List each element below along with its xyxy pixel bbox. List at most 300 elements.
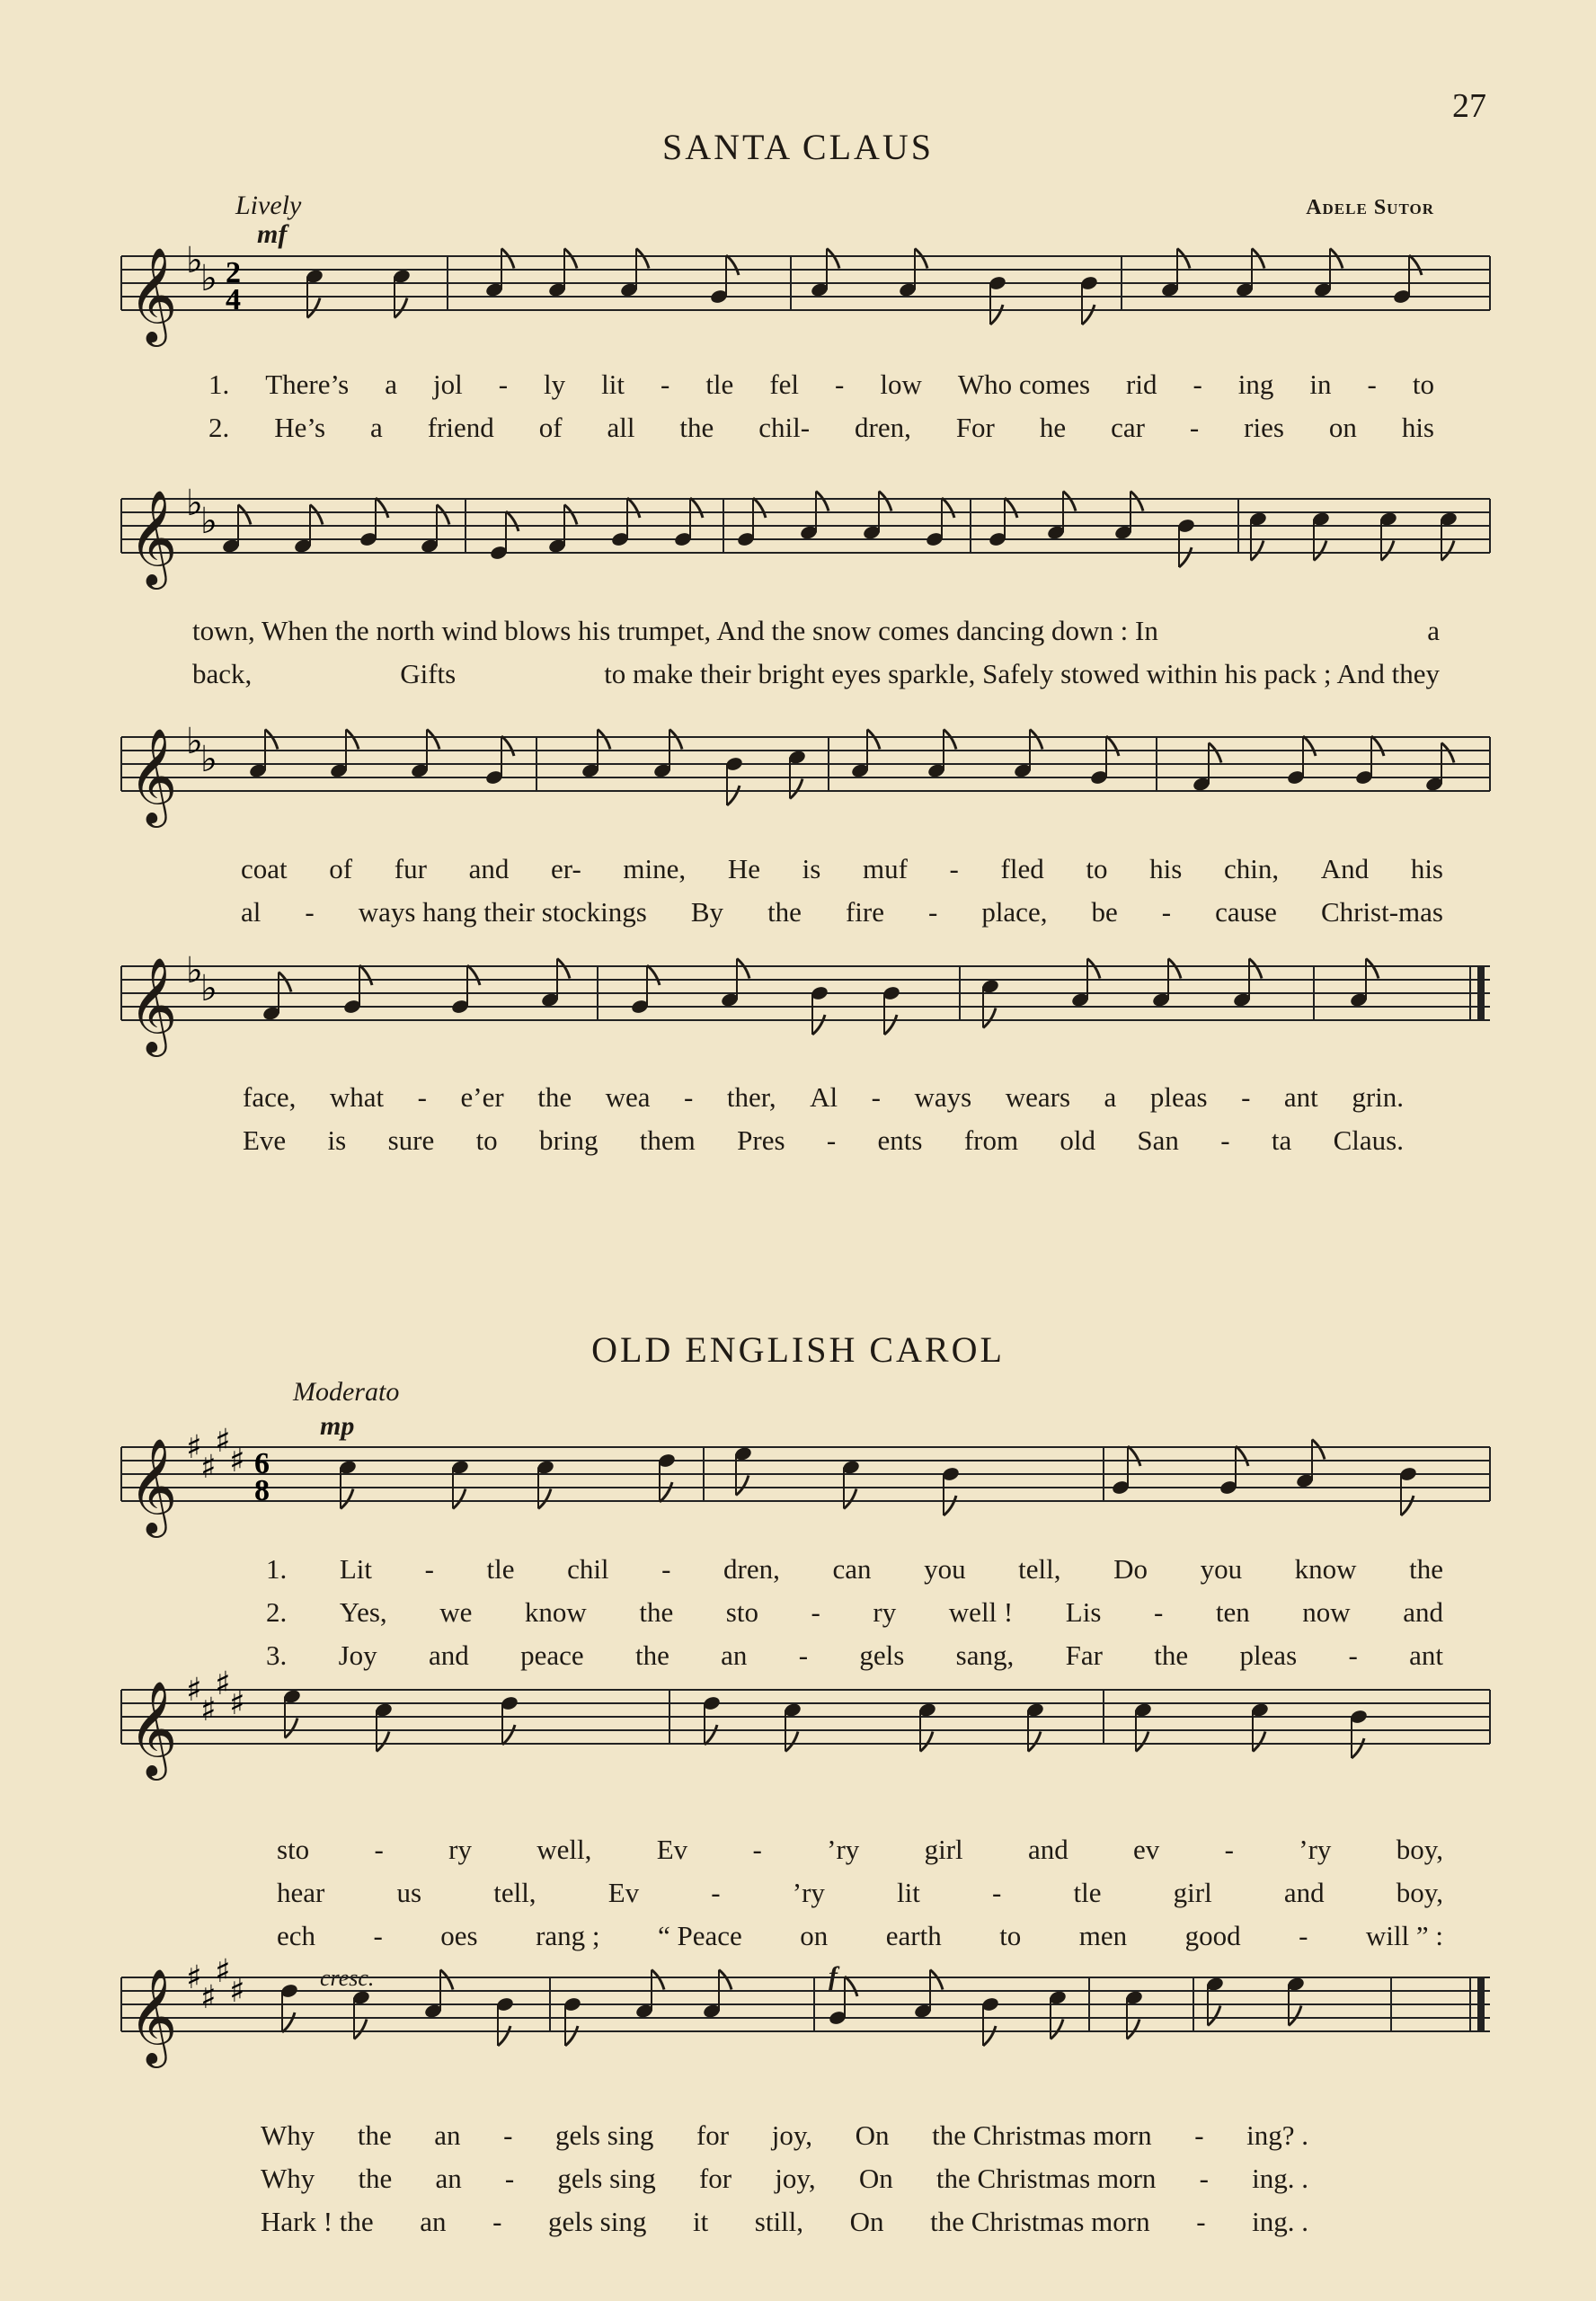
note-flag (753, 498, 766, 518)
note-flag (1253, 1732, 1265, 1752)
lyric-syllable: By (690, 896, 724, 928)
lyric-syllable: a (369, 412, 383, 443)
lyric-syllable: an (420, 2206, 447, 2237)
lyric-syllable: ries (1244, 412, 1284, 443)
note-flag (790, 779, 802, 799)
note-flag (359, 965, 372, 985)
lyric-syllable: Hark ! the (261, 2206, 374, 2237)
note-flag (1251, 541, 1264, 561)
note-flag (1441, 743, 1454, 763)
note-flag (1128, 1446, 1140, 1466)
lyric-syllable: Yes, (339, 1596, 387, 1628)
lyric-syllable: - (1194, 2119, 1204, 2151)
lyric-syllable: 1. (266, 1553, 288, 1585)
lyric-syllable: On (858, 2163, 893, 2194)
lyric-syllable: Eve (243, 1124, 287, 1156)
note-flag (884, 1015, 897, 1035)
note-flag (816, 492, 829, 511)
note-flag (1252, 249, 1264, 269)
lyric-syllable: “ Peace (658, 1920, 742, 1951)
note-flag (1179, 547, 1192, 567)
note-flag (983, 2026, 996, 2046)
lyric-syllable: and (1027, 1834, 1068, 1865)
lyric-syllable: ech (277, 1920, 316, 1951)
lyric-syllable: his (1149, 853, 1183, 884)
note-flag (737, 959, 749, 979)
sharp-icon: ♯ (215, 1953, 231, 1990)
lyric-syllable: for (696, 2119, 730, 2151)
lyric-syllable: al (241, 896, 262, 928)
lyric-syllable: Joy (338, 1639, 377, 1671)
lyric-syllable: San (1137, 1124, 1179, 1156)
note-flag (538, 1489, 551, 1509)
lyric-line (243, 1124, 1404, 1160)
flat-icon: ♭ (186, 721, 203, 762)
lyric-syllable: the (767, 896, 802, 928)
flat-icon: ♭ (186, 483, 203, 524)
lyric-line (266, 1596, 1443, 1632)
lyric-syllable: wea (605, 1081, 651, 1113)
lyric-syllable: the Christmas morn (935, 2163, 1157, 2194)
lyric-syllable: an (721, 1639, 748, 1671)
lyric-syllable: a (385, 369, 397, 400)
lyric-syllable: tle (486, 1553, 515, 1585)
note-flag (282, 2012, 295, 2032)
lyric-syllable: - (811, 1596, 820, 1628)
dynamic-marking: mp (320, 1411, 355, 1441)
note-flag (279, 973, 291, 992)
lyric-line (208, 412, 1434, 448)
note-flag (920, 1732, 933, 1752)
lyric-syllable: on (1328, 412, 1357, 443)
lyric-syllable: of (538, 412, 563, 443)
note-flag (1249, 959, 1262, 979)
note-flag (1289, 2006, 1301, 2026)
note-flag (944, 730, 956, 750)
lyric-syllable: the (639, 1596, 674, 1628)
note-flag (1087, 959, 1100, 979)
note-flag (1005, 498, 1017, 518)
lyric-syllable: Al (810, 1081, 838, 1113)
lyric-line (277, 1920, 1443, 1956)
note-flag (427, 730, 439, 750)
lyric-syllable: - (503, 2119, 513, 2151)
sharp-icon: ♯ (229, 1685, 245, 1722)
note-flag (238, 505, 251, 525)
lyric-syllable: oes (440, 1920, 478, 1951)
lyric-syllable: to (1412, 369, 1434, 400)
lyric-syllable: He’s (274, 412, 326, 443)
lyric-syllable: the (537, 1081, 572, 1113)
lyric-syllable: - (798, 1639, 809, 1671)
lyric-syllable: - (661, 1553, 671, 1585)
note-flag (440, 1970, 453, 1990)
treble-clef-icon: 𝄞 (129, 246, 178, 342)
lyric-syllable: the (634, 1639, 669, 1671)
note-flag (1441, 541, 1454, 561)
note-flag (1106, 736, 1119, 756)
lyric-syllable: cause (1215, 896, 1277, 928)
note-flag (942, 498, 954, 518)
lyric-syllable: - (1199, 2163, 1209, 2194)
lyric-syllable: Who comes (957, 369, 1091, 400)
lyric-syllable: - (417, 1081, 427, 1113)
note-flag (265, 730, 278, 750)
lyric-syllable: - (949, 853, 959, 884)
note-flag (437, 505, 449, 525)
lyric-syllable: fel (769, 369, 800, 400)
lyric-syllable: joy, (775, 2163, 816, 2194)
lyric-syllable: ways (914, 1081, 972, 1113)
lyric-syllable: - (424, 1553, 434, 1585)
lyric-syllable: - (373, 1920, 383, 1951)
note-flag (1177, 249, 1190, 269)
note-flag (827, 249, 839, 269)
note-flag (652, 1970, 664, 1990)
lyric-syllable: - (504, 2163, 515, 2194)
lyric-syllable: he (1039, 412, 1067, 443)
lyric-syllable: - (1299, 1920, 1308, 1951)
note-flag (983, 1008, 996, 1028)
lyric-syllable: Why (261, 2163, 315, 2194)
note-flag (501, 736, 514, 756)
lyric-syllable: the Christmas morn (932, 2119, 1152, 2151)
lyric-syllable: ry (448, 1834, 472, 1865)
lyric-syllable: - (835, 369, 845, 400)
lyric-line (277, 1877, 1443, 1913)
lyric-syllable: muf (862, 853, 908, 884)
lyric-syllable: friend (427, 412, 494, 443)
lyric-syllable: know (1294, 1553, 1357, 1585)
lyric-syllable: and (468, 853, 510, 884)
lyric-syllable: peace (520, 1639, 584, 1671)
lyric-syllable: gels sing (548, 2206, 647, 2237)
flat-icon: ♭ (200, 258, 217, 299)
treble-clef-icon: 𝄞 (129, 956, 178, 1053)
lyric-syllable: boy, (1396, 1834, 1443, 1865)
lyric-syllable: ant (1283, 1081, 1318, 1113)
note-flag (1330, 249, 1343, 269)
lyric-syllable: - (992, 1877, 1002, 1908)
note-flag (944, 1496, 956, 1515)
note-flag (879, 492, 891, 511)
note-flag (812, 1015, 825, 1035)
lyric-syllable: in (1309, 369, 1332, 400)
note-flag (395, 298, 407, 318)
sharp-icon: ♯ (215, 1666, 231, 1702)
lyric-line (266, 1639, 1443, 1675)
lyric-syllable: Pres (737, 1124, 785, 1156)
sharp-icon: ♯ (186, 1672, 202, 1709)
lyric-syllable: rang ; (536, 1920, 600, 1951)
lyric-syllable: 2. (208, 412, 230, 443)
note-flag (376, 498, 388, 518)
lyric-line (261, 2206, 1308, 2242)
lyric-syllable: - (1196, 2206, 1206, 2237)
note-flag (1371, 736, 1384, 756)
lyric-syllable: gels sing (555, 2119, 654, 2151)
lyric-syllable: ther, (726, 1081, 776, 1113)
note-flag (785, 1732, 798, 1752)
note-flag (598, 730, 610, 750)
lyric-syllable: ing (1237, 369, 1274, 400)
lyric-syllable: - (1367, 369, 1377, 400)
note-flag (1051, 2020, 1063, 2039)
lyric-syllable: sure (387, 1124, 435, 1156)
lyric-syllable: is (327, 1124, 347, 1156)
lyric-syllable: chil (567, 1553, 609, 1585)
page-number: 27 (1452, 87, 1486, 125)
tempo-marking: Lively (235, 191, 302, 220)
lyric-syllable: 3. (266, 1639, 288, 1671)
lyric-syllable: the (1409, 1553, 1443, 1585)
lyric-syllable: Ev (607, 1877, 640, 1908)
lyric-syllable: is (802, 853, 821, 884)
lyric-syllable: chin, (1223, 853, 1280, 884)
lyric-syllable: wears (1005, 1081, 1071, 1113)
lyric-line (192, 615, 1440, 651)
note-flag (1312, 1440, 1325, 1460)
flat-icon: ♭ (186, 950, 203, 991)
lyric-syllable: - (826, 1124, 837, 1156)
lyric-syllable: sang, (955, 1639, 1015, 1671)
note-flag (1409, 255, 1422, 275)
lyric-syllable: ing? . (1246, 2119, 1308, 2151)
lyric-syllable: you (924, 1553, 966, 1585)
lyric-syllable: There’s (265, 369, 350, 400)
note-flag (719, 1970, 732, 1990)
note-flag (310, 505, 323, 525)
lyric-syllable: er- (550, 853, 581, 884)
lyric-line (208, 369, 1434, 404)
sharp-icon: ♯ (229, 1443, 245, 1479)
note-flag (564, 505, 577, 525)
lyric-syllable: earth (885, 1920, 942, 1951)
lyric-line (241, 853, 1443, 889)
forte-marking: f (829, 1961, 838, 1991)
lyric-syllable: the (357, 2119, 392, 2151)
note-flag (690, 498, 703, 518)
note-flag (285, 1719, 297, 1738)
lyric-syllable: old (1060, 1124, 1096, 1156)
lyric-syllable: ing. . (1252, 2163, 1308, 2194)
time-signature-bottom: 8 (254, 1474, 270, 1507)
lyric-syllable: gels sing (557, 2163, 656, 2194)
lyric-syllable: tell, (493, 1877, 536, 1908)
lyric-syllable: e’er (460, 1081, 504, 1113)
lyric-syllable: gels (859, 1639, 905, 1671)
lyric-syllable: know (524, 1596, 587, 1628)
note-flag (564, 249, 577, 269)
note-flag (1130, 492, 1143, 511)
lyric-syllable: lit (601, 369, 625, 400)
lyric-syllable: - (1348, 1639, 1358, 1671)
note-flag (346, 730, 359, 750)
lyric-syllable: an (435, 2163, 462, 2194)
sharp-icon: ♯ (229, 1973, 245, 2010)
lyric-syllable: Ev (656, 1834, 688, 1865)
lyric-syllable: grin. (1352, 1081, 1404, 1113)
staff-system (121, 483, 1490, 590)
dynamic-marking: mf (257, 219, 288, 249)
lyric-syllable: sto (277, 1834, 310, 1865)
lyric-syllable: - (492, 2206, 502, 2237)
lyric-syllable: - (927, 896, 938, 928)
lyric-syllable: back, (192, 658, 253, 689)
lyric-syllable: - (305, 896, 315, 928)
lyric-syllable: Why (261, 2119, 315, 2151)
lyric-syllable: sto (725, 1596, 758, 1628)
sharp-icon: ♯ (200, 1979, 217, 2016)
lyric-syllable: - (684, 1081, 694, 1113)
note-flag (636, 249, 649, 269)
flat-icon: ♭ (200, 501, 217, 542)
lyric-syllable: Claus. (1333, 1124, 1404, 1156)
lyric-line (266, 1553, 1443, 1589)
lyric-syllable: - (498, 369, 509, 400)
lyric-syllable: men (1078, 1920, 1128, 1951)
lyric-syllable: face, (243, 1081, 297, 1113)
lyric-syllable: girl (924, 1834, 963, 1865)
lyric-line (243, 1081, 1404, 1117)
lyric-syllable: fur (394, 853, 427, 884)
lyric-syllable: place, (981, 896, 1048, 928)
lyric-syllable: his (1410, 853, 1443, 884)
lyric-syllable: his (1401, 412, 1434, 443)
note-flag (736, 1476, 749, 1496)
lyric-syllable: pleas (1239, 1639, 1298, 1671)
lyric-syllable: ten (1215, 1596, 1250, 1628)
lyric-syllable: boy, (1396, 1877, 1443, 1908)
lyric-syllable: - (1153, 1596, 1164, 1628)
lyric-syllable: us (396, 1877, 422, 1908)
lyric-syllable: ly (544, 369, 566, 400)
lyric-syllable: on (800, 1920, 829, 1951)
lyric-syllable: On (855, 2119, 890, 2151)
lyric-line (241, 896, 1443, 932)
lyric-syllable: lit (897, 1877, 920, 1908)
note-flag (1208, 2006, 1220, 2026)
note-flag (1127, 2020, 1139, 2039)
lyric-syllable: to (1086, 853, 1108, 884)
lyric-syllable: Do (1113, 1553, 1148, 1585)
note-flag (627, 498, 640, 518)
note-flag (1136, 1732, 1148, 1752)
lyric-syllable: what (329, 1081, 385, 1113)
note-flag (1236, 1446, 1248, 1466)
staff-system (121, 1423, 1490, 1538)
note-flag (1303, 736, 1316, 756)
note-flag (453, 1489, 466, 1509)
lyric-syllable: well, (536, 1834, 592, 1865)
lyric-syllable: rid (1126, 369, 1157, 400)
lyric-syllable: On (849, 2206, 884, 2237)
lyric-syllable: ’ry (792, 1877, 825, 1908)
lyric-syllable: the (1154, 1639, 1189, 1671)
lyric-syllable: be (1091, 896, 1118, 928)
note-flag (506, 511, 519, 531)
lyric-syllable: you (1200, 1553, 1243, 1585)
note-flag (1381, 541, 1394, 561)
lyric-syllable: ta (1271, 1124, 1292, 1156)
lyric-syllable: them (639, 1124, 696, 1156)
final-barline (1477, 1977, 1485, 2031)
note-flag (502, 1725, 515, 1745)
staff-system (121, 721, 1490, 828)
lyric-syllable: ing. . (1252, 2206, 1308, 2237)
note-flag (727, 786, 740, 805)
treble-clef-icon: 𝄞 (129, 727, 178, 823)
lyric-syllable: and (1283, 1877, 1325, 1908)
lyric-syllable: - (1161, 896, 1172, 928)
flat-icon: ♭ (200, 739, 217, 780)
lyric-syllable: a (1104, 1081, 1117, 1113)
lyric-syllable: - (1220, 1124, 1230, 1156)
lyric-syllable: He (727, 853, 760, 884)
lyric-syllable: ways hang their stockings (358, 896, 647, 928)
note-flag (1063, 492, 1076, 511)
lyric-syllable: ents (877, 1124, 923, 1156)
lyric-syllable: the (679, 412, 714, 443)
note-flag (1168, 959, 1181, 979)
sharp-icon: ♯ (186, 1959, 202, 1996)
flat-icon: ♭ (200, 968, 217, 1009)
lyric-syllable: it (692, 2206, 709, 2237)
staff-system (121, 950, 1490, 1057)
lyric-syllable: ’ry (1299, 1834, 1332, 1865)
lyric-syllable: now (1302, 1596, 1351, 1628)
lyric-syllable: the (358, 2163, 393, 2194)
note-flag (844, 1489, 856, 1509)
note-flag (1366, 959, 1379, 979)
note-flag (915, 249, 927, 269)
lyric-syllable: tle (1073, 1877, 1102, 1908)
lyric-syllable: the Christmas morn (930, 2206, 1150, 2237)
lyric-syllable: we (439, 1596, 473, 1628)
lyric-syllable: joy, (771, 2119, 813, 2151)
lyric-syllable: to (475, 1124, 498, 1156)
final-barline (1477, 966, 1485, 1020)
staff-system (121, 240, 1490, 347)
staff-system (121, 1953, 1490, 2068)
note-flag (341, 1489, 353, 1509)
flat-icon: ♭ (186, 240, 203, 281)
sharp-icon: ♯ (200, 1692, 217, 1728)
lyric-syllable: Far (1065, 1639, 1103, 1671)
lyric-syllable: ’ry (827, 1834, 860, 1865)
note-flag (1030, 730, 1042, 750)
note-flag (647, 965, 660, 985)
lyric-syllable: town, When the north wind blows his trumpet, And the snow comes dancing down : In (192, 615, 1158, 646)
note-flag (377, 1732, 389, 1752)
note-flag (705, 1725, 717, 1745)
cresc-marking: cresc. (320, 1965, 375, 1991)
lyric-syllable: of (329, 853, 353, 884)
lyric-syllable: coat (241, 853, 288, 884)
lyric-syllable: girl (1173, 1877, 1212, 1908)
note-flag (660, 1482, 672, 1502)
lyric-syllable: hear (277, 1877, 325, 1908)
lyric-line (192, 658, 1440, 694)
lyric-syllable: ev (1133, 1834, 1160, 1865)
lyric-line (277, 1834, 1443, 1870)
lyric-syllable: will ” : (1365, 1920, 1443, 1951)
note-flag (669, 730, 682, 750)
lyric-syllable: for (698, 2163, 732, 2194)
lyric-syllable: ry (873, 1596, 897, 1628)
note-flag (1401, 1496, 1414, 1515)
lyric-syllable: jol (432, 369, 463, 400)
